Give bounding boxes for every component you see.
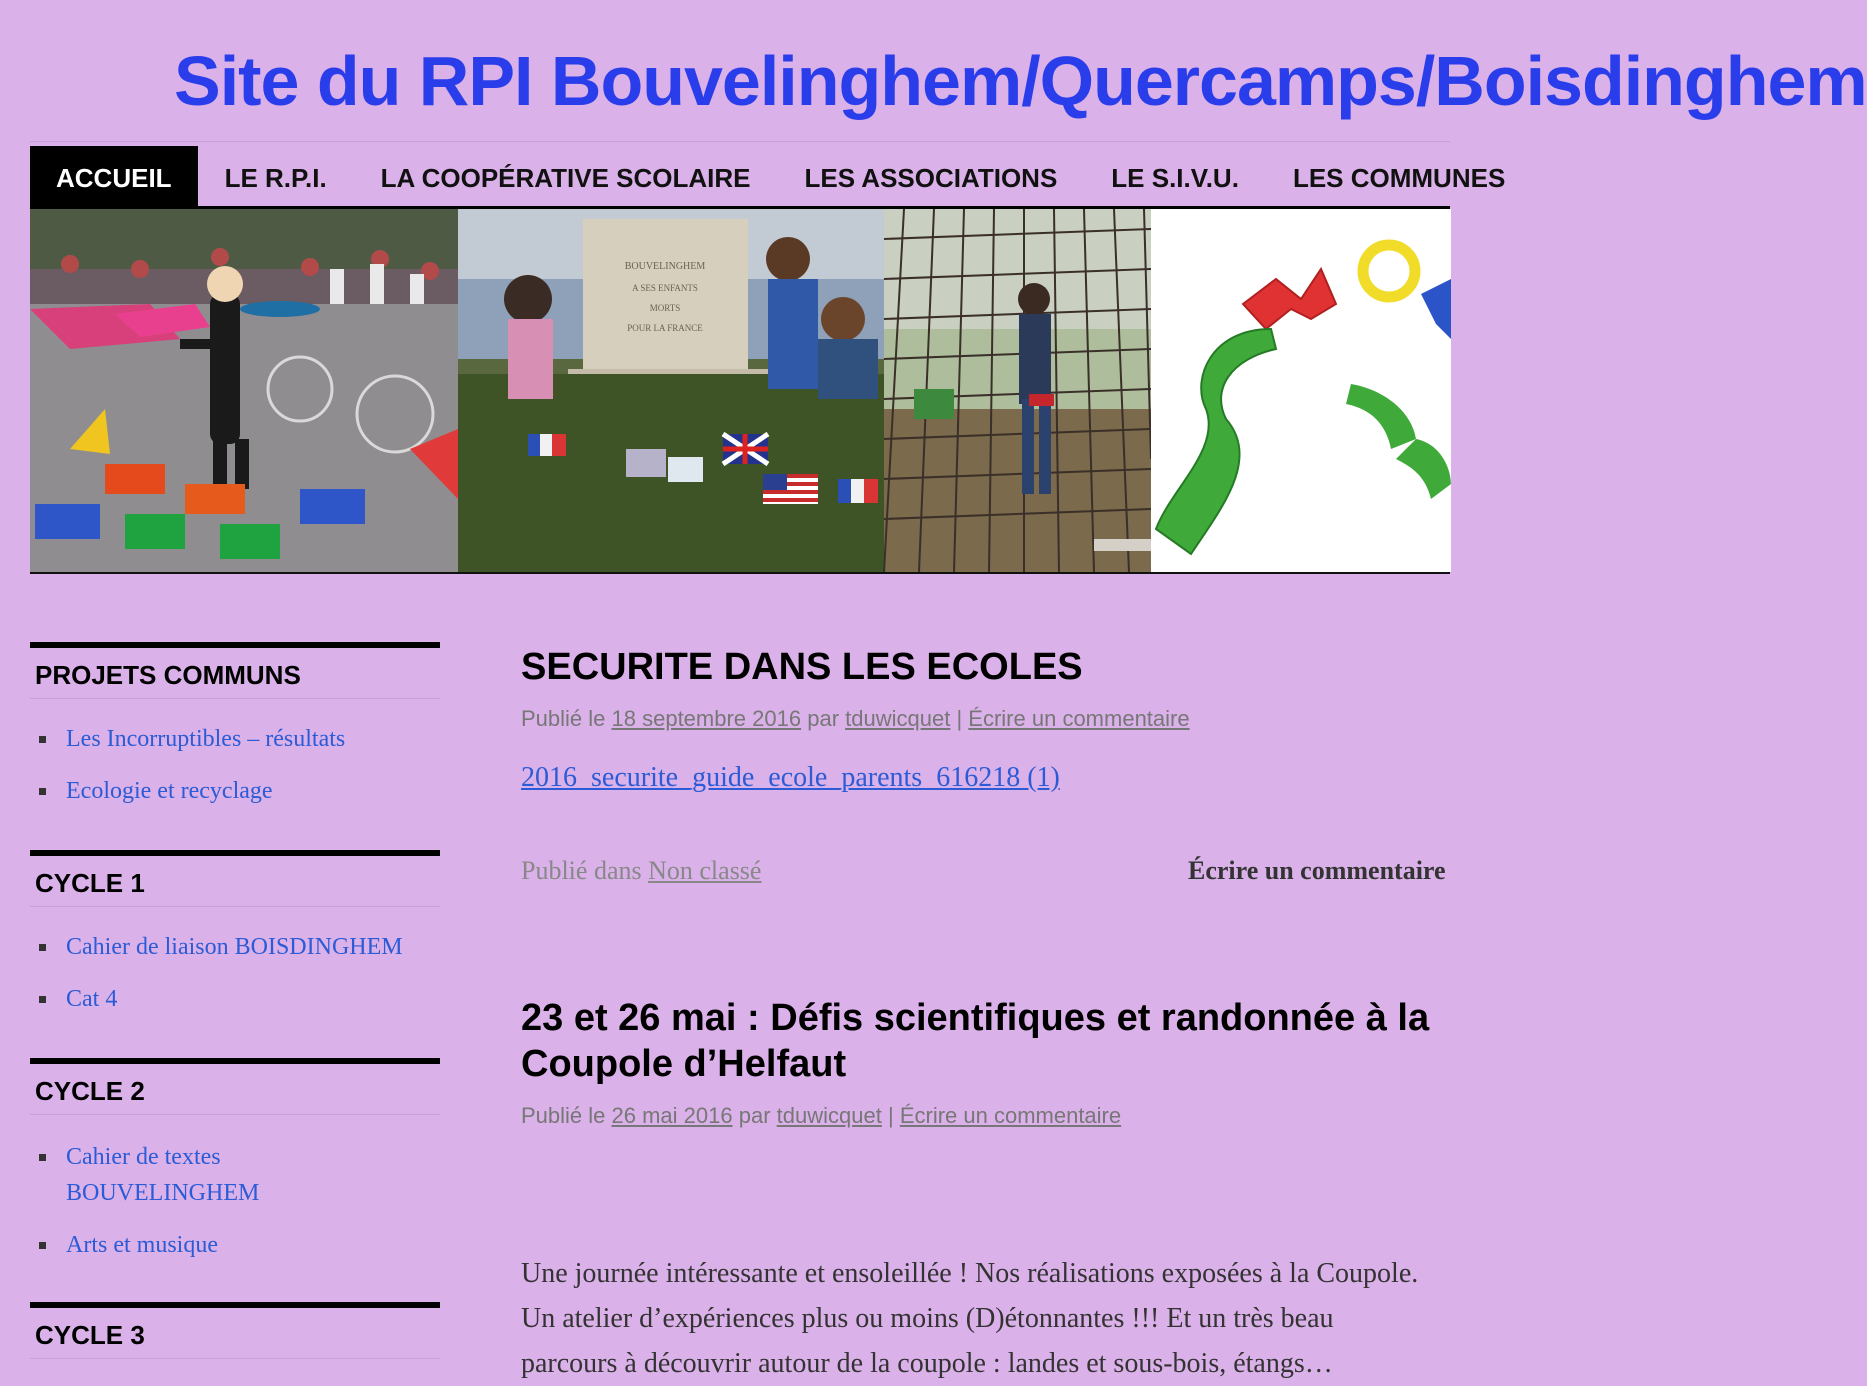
list-item [30, 1139, 286, 1211]
widget-title: CYCLE 2 [30, 1064, 440, 1115]
post-author-link[interactable]: tduwicquet [845, 706, 951, 731]
category-prefix: Publié dans [521, 856, 642, 885]
list-item [30, 981, 440, 1017]
site-title[interactable]: Site du RPI Bouvelinghem/Quercamps/Boisdinghem [174, 42, 1867, 120]
meta-by: par [738, 1103, 771, 1128]
meta-separator: | [887, 1103, 894, 1128]
post-meta [521, 1103, 1121, 1129]
post-date-link[interactable]: 26 mai 2016 [611, 1103, 733, 1128]
link-incorruptibles[interactable]: Les Incorruptibles – résultats [66, 726, 346, 752]
banner-photo-monument [458, 209, 884, 572]
category-link[interactable]: Non classé [648, 856, 762, 885]
post-comment-link[interactable]: Écrire un commentaire [968, 706, 1190, 731]
widget-cycle-2 [30, 1058, 440, 1263]
excerpt-line: Une journée intéressante et ensoleillée ! Nos réalisations exposées à la Coupole. [521, 1258, 1419, 1289]
list-item [30, 721, 440, 757]
monument-text-3: MORTS [649, 303, 681, 313]
post-author-link[interactable]: tduwicquet [776, 1103, 882, 1128]
widget-cycle-3 [30, 1302, 440, 1359]
post-footer-meta [521, 856, 761, 886]
link-cahier-liaison[interactable]: Cahier de liaison BOISDINGHEM [66, 934, 403, 960]
meta-by: par [807, 706, 840, 731]
meta-separator: | [956, 706, 963, 731]
banner-photo-playground [30, 209, 458, 572]
monument-text-4: POUR LA FRANCE [627, 323, 703, 333]
header-banner [30, 209, 1450, 574]
widget-title: CYCLE 1 [30, 856, 440, 907]
nav-item-associations[interactable]: LES ASSOCIATIONS [804, 163, 1058, 193]
monument-text-1: BOUVELINGHEM [624, 261, 706, 272]
widget-title: PROJETS COMMUNS [30, 648, 440, 699]
post-title-line-1[interactable]: 23 et 26 mai : Défis scientifiques et randonnée à la [521, 997, 1430, 1039]
post-meta [521, 706, 1190, 732]
post-title-line-2[interactable]: Coupole d’Helfaut [521, 1043, 847, 1085]
nav-item-le-rpi[interactable]: LE R.P.I. [224, 163, 327, 193]
list-item [30, 929, 440, 965]
nav-item-accueil[interactable]: ACCUEIL [30, 146, 198, 206]
list-item [30, 1227, 440, 1263]
post-excerpt [521, 1251, 1521, 1386]
banner-photo-climbing [884, 209, 1151, 572]
post-title[interactable]: SECURITE DANS LES ECOLES [521, 646, 1083, 688]
link-cahier-textes[interactable]: Cahier de textes BOUVELINGHEM [66, 1144, 260, 1206]
meta-prefix: Publié le [521, 706, 606, 731]
widget-cycle-1 [30, 850, 440, 1017]
nav-item-communes[interactable]: LES COMMUNES [1292, 163, 1506, 193]
main-nav [30, 146, 1506, 209]
write-comment-button[interactable]: Écrire un commentaire [1188, 856, 1446, 885]
link-arts-musique[interactable]: Arts et musique [66, 1232, 218, 1258]
post-comment-link[interactable]: Écrire un commentaire [899, 1103, 1122, 1128]
excerpt-line: parcours à découvrir autour de la coupole : landes et sous-bois, étangs… [521, 1348, 1333, 1379]
list-item [30, 773, 440, 809]
nav-item-cooperative[interactable]: LA COOPÉRATIVE SCOLAIRE [380, 163, 751, 193]
widget-title: CYCLE 3 [30, 1308, 440, 1359]
excerpt-line: Un atelier d’expériences plus ou moins (D)étonnantes !!! Et un très beau [521, 1303, 1334, 1334]
post-date-link[interactable]: 18 septembre 2016 [611, 706, 802, 731]
link-cat-4[interactable]: Cat 4 [66, 986, 118, 1012]
nav-item-sivu[interactable]: LE S.I.V.U. [1111, 163, 1239, 193]
link-ecologie[interactable]: Ecologie et recyclage [66, 778, 273, 804]
title-divider [30, 141, 1450, 142]
widget-projets-communs [30, 642, 440, 809]
banner-logo [1151, 209, 1451, 572]
meta-prefix: Publié le [521, 1103, 606, 1128]
monument-text-2: A SES ENFANTS [632, 283, 698, 293]
attachment-link[interactable]: 2016_securite_guide_ecole_parents_616218 (1) [521, 762, 1060, 793]
